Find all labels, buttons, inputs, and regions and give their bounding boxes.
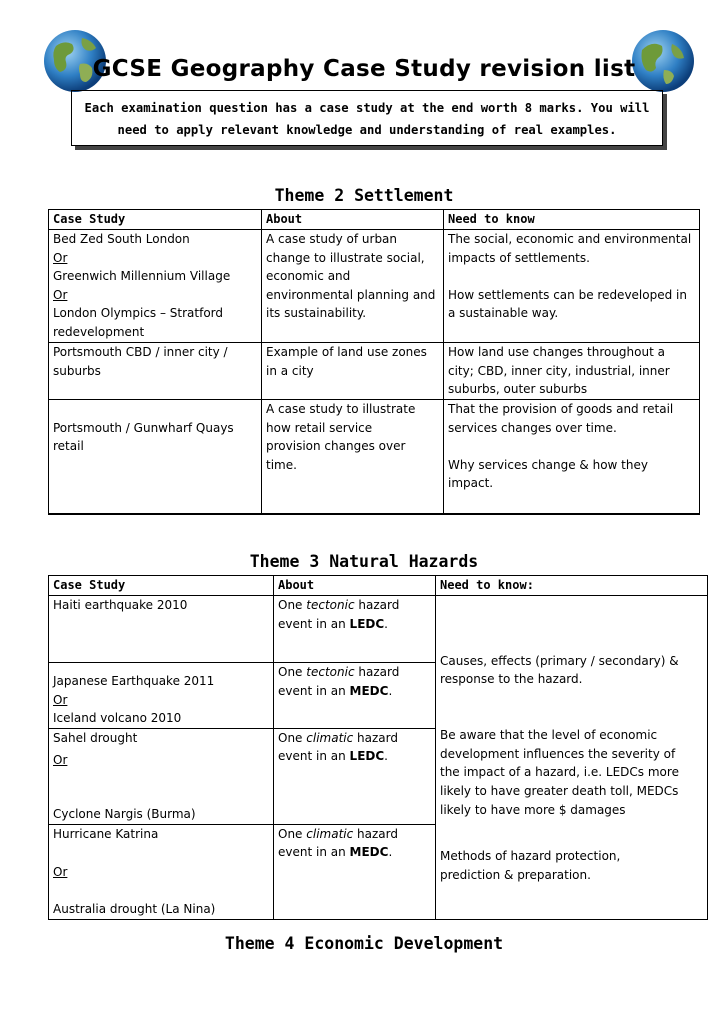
punctuation: .	[384, 749, 388, 764]
case-study-text: redevelopment	[53, 324, 145, 339]
intro-line: need to apply relevant knowledge and understanding of real examples.	[117, 123, 617, 137]
or-text: Or	[53, 753, 68, 768]
about-text: event in an	[278, 616, 346, 631]
about-text: event in an	[278, 683, 346, 698]
about-text: event in an	[278, 749, 346, 764]
column-header: About	[274, 576, 436, 596]
about-text: hazard	[357, 730, 398, 745]
theme2-table	[48, 209, 700, 515]
case-study-text: Hurricane Katrina	[53, 826, 159, 841]
hazard-type: tectonic	[306, 665, 355, 679]
about-cell	[274, 596, 436, 663]
case-study-cell	[49, 663, 274, 729]
about-text: One	[278, 826, 303, 841]
or-text: Or	[53, 692, 68, 707]
case-study-cell	[49, 400, 262, 514]
about-cell	[274, 663, 436, 729]
or-text: Or	[53, 250, 68, 265]
need-cell	[436, 596, 708, 920]
case-study-text: Portsmouth / Gunwharf Quays	[53, 420, 234, 435]
need-cell	[444, 230, 700, 343]
about-text: event in an	[278, 845, 346, 860]
hazard-type: climatic	[306, 826, 354, 841]
punctuation: .	[384, 616, 388, 631]
case-study-text: retail	[53, 439, 84, 454]
need-text: services changes over time.	[448, 420, 617, 435]
column-header: Case Study	[49, 576, 274, 596]
need-text: response to the hazard.	[440, 672, 583, 687]
case-study-cell	[49, 343, 262, 400]
theme3-table	[48, 575, 708, 920]
about-cell	[274, 728, 436, 824]
about-cell	[262, 230, 444, 343]
punctuation: .	[388, 683, 393, 698]
need-text: the impact of a hazard, i.e. LEDCs more	[440, 765, 679, 780]
about-text: hazard	[357, 826, 398, 841]
about-text: hazard	[358, 598, 400, 612]
need-text: impact.	[448, 476, 494, 491]
case-study-text: Portsmouth CBD / inner city /	[53, 345, 228, 359]
about-text: how retail service	[266, 420, 373, 435]
need-text: That the provision of goods and retail	[448, 402, 674, 416]
need-text: How settlements can be redeveloped in	[448, 287, 687, 302]
case-study-text: Iceland volcano 2010	[53, 711, 182, 726]
case-study-cell	[49, 728, 274, 824]
table-row	[49, 400, 700, 514]
need-text: city; CBD, inner city, industrial, inner	[448, 363, 670, 378]
about-text: hazard	[358, 665, 400, 679]
need-text: suburbs, outer suburbs	[448, 382, 588, 397]
need-text: The social, economic and environmental	[448, 232, 692, 246]
table-row	[49, 230, 700, 343]
page-title: GCSE Geography Case Study revision list	[92, 56, 636, 82]
about-cell	[274, 824, 436, 919]
need-text: Causes, effects (primary / secondary) &	[440, 653, 679, 668]
case-study-text: Bed Zed South London	[53, 232, 190, 246]
case-study-cell	[49, 230, 262, 343]
table-row	[49, 343, 700, 400]
about-text: change to illustrate social,	[266, 250, 425, 265]
about-text: its sustainability.	[266, 306, 367, 321]
about-text: One	[278, 730, 303, 745]
about-text: A case study to illustrate	[266, 402, 416, 416]
or-text: Or	[53, 865, 68, 880]
need-text: likely to have more $ damages	[440, 802, 626, 817]
case-study-text: suburbs	[53, 363, 101, 378]
case-study-text: Greenwich Millennium Village	[53, 269, 231, 284]
about-text: One	[278, 665, 303, 679]
theme2-heading: Theme 2 Settlement	[274, 186, 454, 205]
about-text: time.	[266, 457, 297, 472]
punctuation: .	[388, 845, 393, 860]
table-row	[49, 596, 708, 663]
case-study-text: Sahel drought	[53, 730, 138, 745]
hazard-type: tectonic	[306, 598, 355, 612]
case-study-text: Australia drought (La Nina)	[53, 901, 216, 916]
need-cell	[444, 400, 700, 514]
need-text: prediction & preparation.	[440, 867, 591, 882]
intro-line: Each examination question has a case study at the end worth 8 marks. You will	[84, 101, 650, 115]
theme4-heading: Theme 4 Economic Development	[224, 934, 504, 953]
or-text: Or	[53, 287, 68, 302]
need-text: Why services change & how they	[448, 457, 648, 472]
case-study-text: Haiti earthquake 2010	[53, 598, 188, 612]
about-text: in a city	[266, 363, 314, 378]
case-study-cell	[49, 596, 274, 663]
about-cell	[262, 343, 444, 400]
about-cell	[262, 400, 444, 514]
need-text: How land use changes throughout a	[448, 345, 665, 359]
development-level: MEDC	[349, 683, 389, 698]
intro-text	[82, 97, 652, 141]
column-header: Case Study	[49, 210, 262, 230]
case-study-text: Japanese Earthquake 2011	[53, 674, 215, 688]
need-text: Methods of hazard protection,	[440, 849, 621, 864]
case-study-cell	[49, 824, 274, 919]
development-level: LEDC	[349, 749, 385, 764]
need-text: a sustainable way.	[448, 306, 559, 321]
case-study-text: Cyclone Nargis (Burma)	[53, 806, 196, 821]
case-study-text: London Olympics – Stratford	[53, 306, 224, 321]
column-header: About	[262, 210, 444, 230]
about-text: environmental planning and	[266, 287, 436, 302]
about-text: A case study of urban	[266, 232, 398, 246]
about-text: One	[278, 598, 303, 612]
development-level: LEDC	[349, 616, 385, 631]
column-header: Need to know	[444, 210, 700, 230]
need-text: likely to have greater death toll, MEDCs	[440, 783, 679, 798]
need-cell	[444, 343, 700, 400]
about-text: economic and	[266, 269, 351, 284]
need-text: impacts of settlements.	[448, 250, 590, 265]
need-text: Be aware that the level of economic	[440, 728, 658, 743]
development-level: MEDC	[349, 845, 389, 860]
column-header: Need to know:	[436, 576, 708, 596]
hazard-type: climatic	[306, 730, 354, 745]
about-text: provision changes over	[266, 439, 406, 454]
about-text: Example of land use zones	[266, 345, 427, 359]
need-text: development influences the severity of	[440, 746, 676, 761]
theme3-heading: Theme 3 Natural Hazards	[249, 552, 479, 571]
